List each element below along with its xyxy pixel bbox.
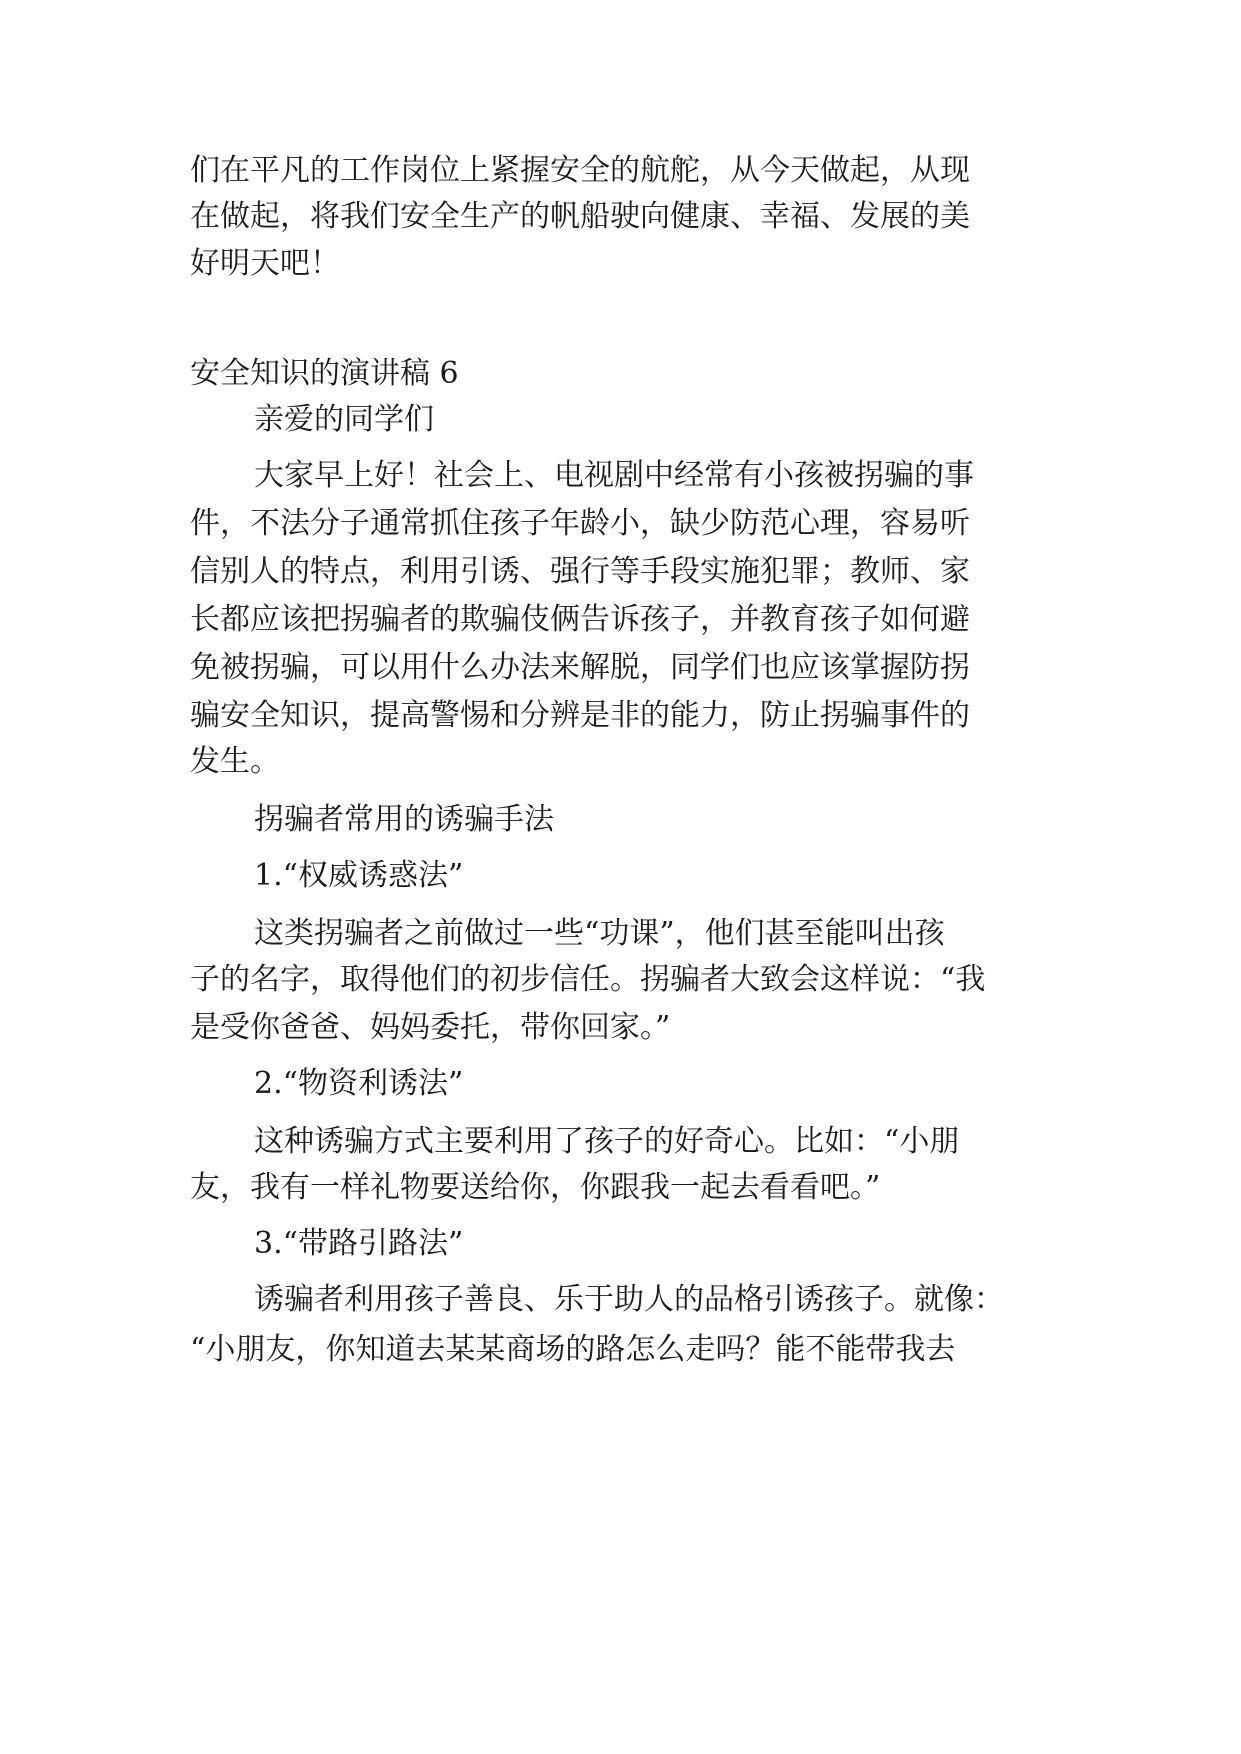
text-line: 这种诱骗方式主要利用了孩子的好奇心。比如：“小朋 (254, 1124, 960, 1159)
text-line: 在做起，将我们安全生产的帆船驶向健康、幸福、发展的美 (190, 199, 970, 234)
text-line: 子的名字，取得他们的初步信任。拐骗者大致会这样说：“我 (190, 962, 986, 997)
text-line: 骗安全知识，提高警惕和分辨是非的能力，防止拐骗事件的 (190, 698, 970, 733)
method-title: 3.“带路引路法” (254, 1226, 464, 1261)
text-line: 大家早上好！社会上、电视剧中经常有小孩被拐骗的事 (254, 458, 974, 493)
salutation: 亲爱的同学们 (254, 402, 434, 437)
text-line: 长都应该把拐骗者的欺骗伎俩告诉孩子，并教育孩子如何避 (190, 602, 970, 637)
text-line: 友，我有一样礼物要送给你，你跟我一起去看看吧。” (190, 1170, 881, 1205)
text-line: 信别人的特点，利用引诱、强行等手段实施犯罪；教师、家 (190, 554, 970, 589)
text-line: 免被拐骗，可以用什么办法来解脱，同学们也应该掌握防拐 (190, 650, 970, 685)
text-line: 们在平凡的工作岗位上紧握安全的航舵，从今天做起，从现 (190, 153, 970, 188)
text-line: “小朋友，你知道去某某商场的路怎么走吗？能不能带我去 (190, 1332, 956, 1367)
text-line: 是受你爸爸、妈妈委托，带你回家。” (190, 1010, 671, 1045)
text-line: 好明天吧！ (190, 246, 340, 281)
text-line: 件，不法分子通常抓住孩子年龄小，缺少防范心理，容易听 (190, 506, 970, 541)
text-line: 发生。 (190, 744, 280, 779)
subheading: 拐骗者常用的诱骗手法 (254, 802, 554, 837)
text-line: 诱骗者利用孩子善良、乐于助人的品格引诱孩子。就像： (254, 1282, 1004, 1317)
method-title: 2.“物资利诱法” (254, 1066, 464, 1101)
text-line: 这类拐骗者之前做过一些“功课”，他们甚至能叫出孩 (254, 916, 945, 951)
method-title: 1.“权威诱惑法” (254, 858, 464, 893)
section-heading: 安全知识的演讲稿 6 (190, 356, 459, 391)
